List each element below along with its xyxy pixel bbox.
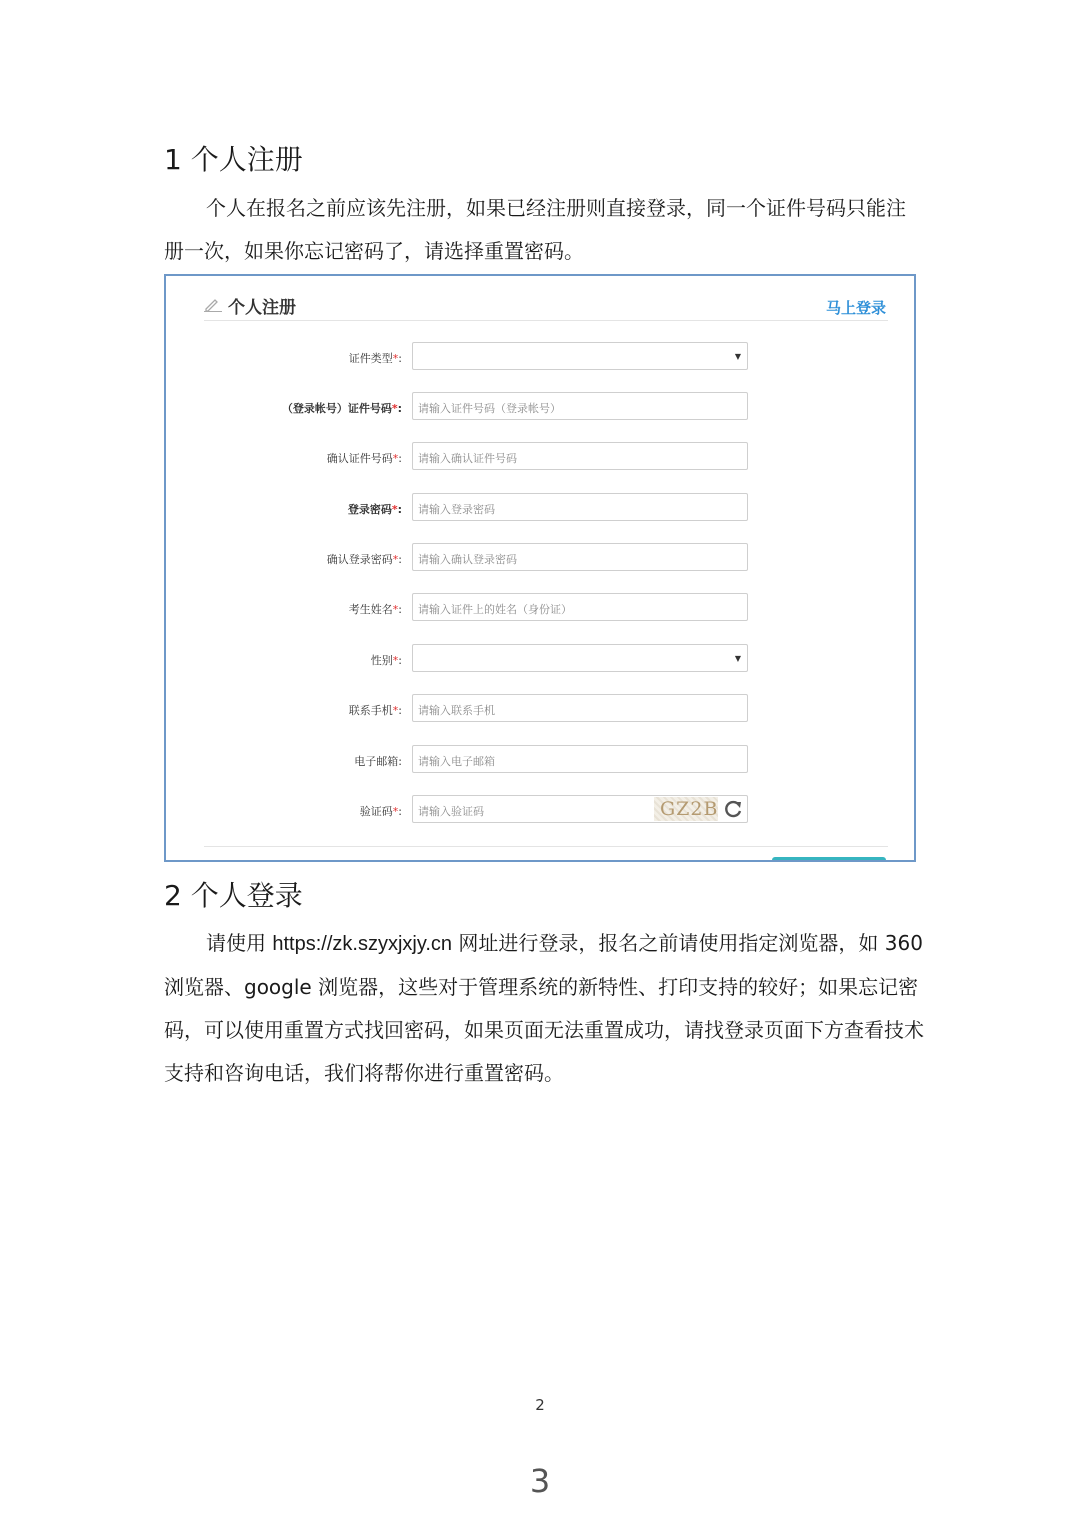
password-input[interactable]: 请输入登录密码: [412, 493, 748, 521]
field-label: 确认登录密码*:: [326, 553, 402, 566]
refresh-icon[interactable]: [722, 798, 744, 820]
form-row-name: [166, 593, 916, 623]
registration-form-screenshot: [164, 274, 916, 862]
section-2-heading: 2 个人登录: [164, 879, 303, 912]
section-1-heading: 1 个人注册: [164, 143, 303, 176]
field-label: 登录密码*:: [347, 503, 402, 516]
form-row-confirm-password: [166, 543, 916, 573]
field-label: 电子邮箱:: [354, 755, 402, 768]
form-row-password: [166, 493, 916, 523]
gender-select[interactable]: [412, 644, 748, 672]
email-input[interactable]: 请输入电子邮箱: [412, 745, 748, 773]
form-title: 个人注册: [228, 298, 296, 318]
field-label: 证件类型*:: [348, 352, 402, 365]
captcha-text: GZ2B: [660, 798, 719, 820]
submit-button[interactable]: [772, 857, 886, 862]
captcha-image[interactable]: [654, 797, 718, 821]
caret-down-icon: ▼: [734, 654, 741, 663]
field-label: （登录帐号）证件号码*:: [281, 402, 402, 415]
form-row-email: [166, 745, 916, 775]
section-2-paragraph: 请使用 https://zk.szyxjxjy.cn 网址进行登录，报名之前请使用指定浏览器，如 360 浏览器、google 浏览器，这些对于管理系统的新特性、打印支持的较好；如果忘记密码，可以使用重置方式找回密码，如果页面无法重置成功，请找登录页面下方查看技术支持和咨询电话，我们将帮你进行重置密码。: [164, 931, 924, 1085]
confirm-password-input[interactable]: 请输入确认登录密码: [412, 543, 748, 571]
phone-input[interactable]: 请输入联系手机: [412, 694, 748, 722]
field-label: 性别*:: [370, 654, 402, 667]
page-number-small: 2: [535, 1396, 545, 1414]
pencil-icon: [204, 296, 222, 312]
field-label: 考生姓名*:: [348, 603, 402, 616]
form-row-confirm-id: [166, 442, 916, 472]
site-url[interactable]: https://zk.szyxjxjy.cn: [272, 933, 453, 955]
confirm-id-input[interactable]: 请输入确认证件号码: [412, 442, 748, 470]
form-row-phone: [166, 694, 916, 724]
page-number-large: 3: [529, 1462, 551, 1500]
form-row-id-type: [166, 342, 916, 372]
field-label: 联系手机*:: [348, 704, 402, 717]
name-input[interactable]: 请输入证件上的姓名（身份证）: [412, 593, 748, 621]
form-divider: [204, 846, 888, 847]
form-row-id-number: [166, 392, 916, 422]
field-label: 确认证件号码*:: [326, 452, 402, 465]
id-type-select[interactable]: [412, 342, 748, 370]
section-1-paragraph: 个人在报名之前应该先注册，如果已经注册则直接登录，同一个证件号码只能注册一次，如果你忘记密码了，请选择重置密码。: [164, 196, 906, 263]
captcha-input[interactable]: 请输入验证码: [412, 795, 748, 823]
form-row-captcha: [166, 795, 916, 825]
caret-down-icon: ▼: [734, 352, 741, 361]
field-label: 验证码*:: [359, 805, 402, 818]
form-row-gender: [166, 644, 916, 674]
form-header: [204, 284, 888, 321]
login-now-link[interactable]: 马上登录: [825, 299, 886, 317]
id-number-input[interactable]: 请输入证件号码（登录帐号）: [412, 392, 748, 420]
